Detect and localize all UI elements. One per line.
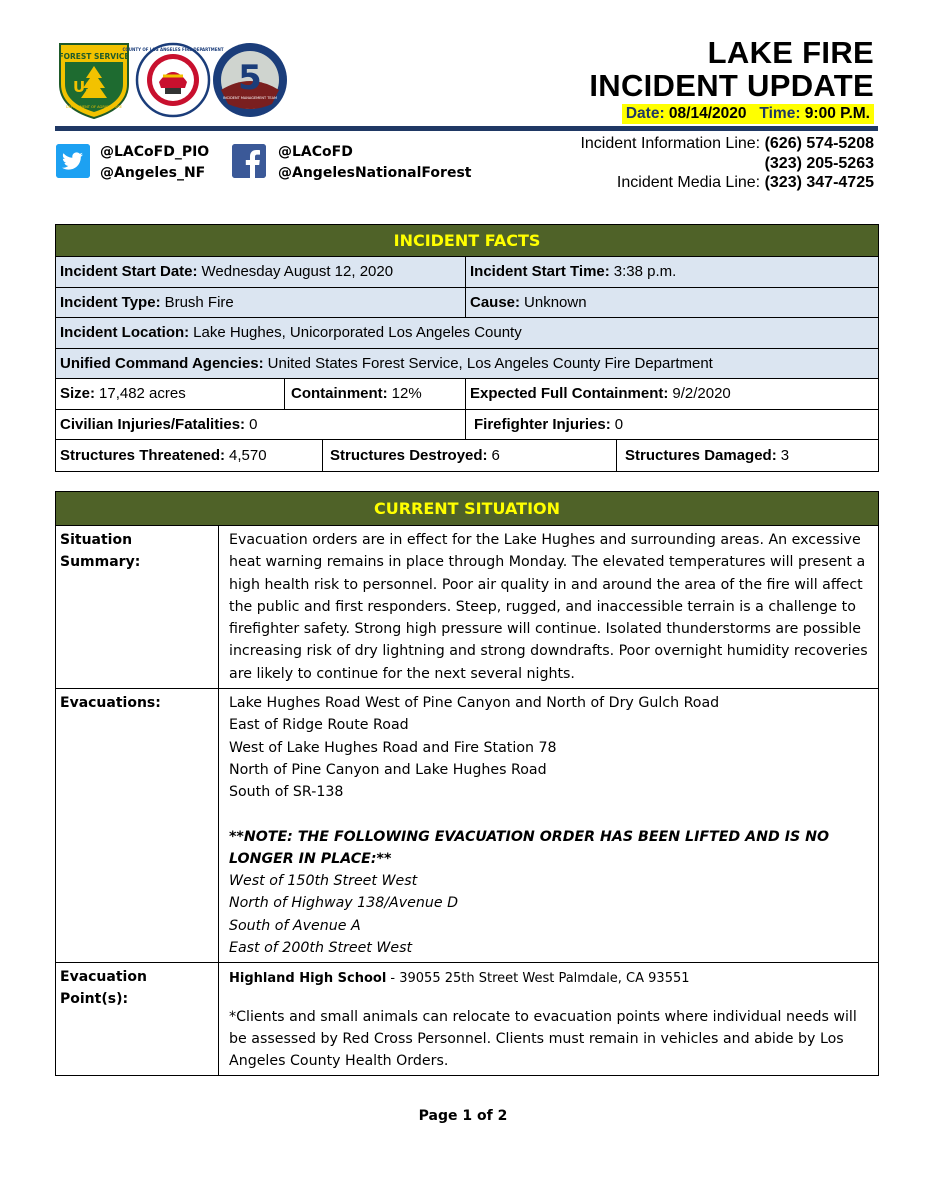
type-cell: [56, 288, 466, 318]
start-time-cell: [466, 257, 878, 287]
media-phone: (323) 347-4725: [764, 174, 874, 191]
evacuations-content: [219, 689, 878, 962]
twitter-icon: [56, 144, 90, 178]
twitter-handle-lacofd[interactable]: @LACoFD_PIO: [100, 144, 210, 160]
lifted-item: South of Avenue A: [229, 917, 361, 934]
title-block: [589, 36, 874, 124]
lifted-item: West of 150th Street West: [229, 873, 418, 890]
lacofd-seal-logo: [122, 42, 224, 118]
svg-text:US: US: [73, 78, 96, 96]
civilian-injuries-cell: [56, 410, 466, 440]
structures-destroyed-value: 6: [491, 446, 500, 464]
start-date-cell: [56, 257, 466, 287]
containment-cell: [285, 379, 466, 409]
incident-facts-table: [55, 224, 879, 472]
containment-label: Containment:: [291, 385, 388, 403]
facts-row-agencies: [56, 349, 878, 380]
location-label: Incident Location:: [60, 324, 190, 342]
location-cell: [56, 318, 878, 348]
page-subtitle: INCIDENT UPDATE: [589, 68, 874, 103]
type-label: Incident Type:: [60, 293, 161, 311]
evacuation-point: [229, 970, 868, 988]
svg-text:FOREST SERVICE: FOREST SERVICE: [58, 52, 130, 61]
evacuation-item: South of SR-138: [229, 784, 344, 801]
structures-threatened-cell: [56, 440, 323, 471]
evacuation-item: East of Ridge Route Road: [229, 717, 409, 734]
structures-damaged-value: 3: [780, 446, 790, 464]
current-situation-table: [55, 491, 879, 1076]
time-value: 9:00 P.M.: [804, 105, 870, 122]
containment-value: 12%: [391, 385, 422, 403]
info-phone-1: (626) 574-5208: [764, 135, 874, 152]
header-divider: [55, 126, 878, 131]
situation-summary-text: Evacuation orders are in effect for the Lake Hughes and surrounding areas. An excessive heat warning remains in place through Monday. The elevated temperatures will present a high health risk to personnel. Poor air quality in and around the area of the fire will affect the public and first responders. Steep, rugged, and inaccessible terrain is a challenge to firefighter safety. Strong high pressure will continue. Isolated thunderstorms are possible increasing risk of dry lightning and strong downdrafts. Poor overnight humidity recoveries are likely to continue for the next several nights.: [229, 532, 868, 682]
evacuations-label: Evacuations:: [56, 689, 219, 962]
incident-facts-heading: INCIDENT FACTS: [56, 225, 878, 257]
facts-row-start: [56, 257, 878, 288]
agencies-value: United States Forest Service, Los Angeles County Fire Department: [267, 354, 713, 372]
twitter-handle-angeles[interactable]: @Angeles_NF: [100, 165, 206, 181]
facts-row-injuries: [56, 410, 878, 441]
situation-summary-label: Situation Summary:: [56, 526, 219, 688]
incident-management-team-5-logo: [212, 42, 288, 118]
media-line: [580, 173, 874, 193]
expected-containment-cell: [466, 379, 878, 409]
lifted-item: East of 200th Street West: [229, 940, 413, 957]
evacuation-points-label: Evacuation Point(s):: [56, 963, 219, 1075]
svg-text:DEPARTMENT OF AGRICULTURE: DEPARTMENT OF AGRICULTURE: [65, 105, 123, 109]
cause-cell: [466, 288, 878, 318]
size-value: 17,482 acres: [99, 385, 186, 403]
type-value: Brush Fire: [164, 293, 234, 311]
svg-text:INCIDENT MANAGEMENT TEAM: INCIDENT MANAGEMENT TEAM: [222, 96, 278, 100]
facebook-handles: [278, 142, 471, 184]
firefighter-injuries-label: Firefighter Injuries:: [474, 415, 611, 433]
facts-row-location: [56, 318, 878, 349]
page-title: LAKE FIRE: [707, 35, 874, 70]
structures-threatened-label: Structures Threatened:: [60, 446, 226, 464]
evacuations-row: [56, 689, 878, 963]
evacuation-points-content: [219, 963, 878, 1075]
start-time-value: 3:38 p.m.: [613, 263, 677, 281]
evacuation-points-row: [56, 963, 878, 1075]
situation-summary-row: [56, 526, 878, 689]
structures-damaged-cell: [617, 440, 878, 471]
media-line-label: Incident Media Line:: [616, 174, 761, 191]
size-label: Size:: [60, 385, 96, 403]
current-situation-heading: CURRENT SITUATION: [56, 492, 878, 526]
expected-containment-label: Expected Full Containment:: [470, 385, 669, 403]
structures-threatened-value: 4,570: [229, 446, 267, 464]
start-date-label: Incident Start Date:: [60, 263, 198, 281]
twitter-handles: [100, 142, 209, 184]
facts-row-size: [56, 379, 878, 410]
facts-row-type: [56, 288, 878, 319]
spacer: [229, 804, 868, 826]
svg-text:COUNTY OF LOS ANGELES FIRE DEP: COUNTY OF LOS ANGELES FIRE DEPARTMENT: [122, 47, 224, 52]
start-date-value: Wednesday August 12, 2020: [201, 263, 394, 281]
structures-damaged-label: Structures Damaged:: [625, 446, 777, 464]
firefighter-injuries-value: 0: [614, 415, 624, 433]
structures-destroyed-label: Structures Destroyed:: [330, 446, 488, 464]
info-line-label: Incident Information Line:: [580, 135, 761, 152]
facebook-icon: [232, 144, 266, 178]
size-cell: [56, 379, 285, 409]
structures-destroyed-cell: [323, 440, 617, 471]
facebook-handle-lacofd[interactable]: @LACoFD: [278, 144, 353, 160]
date-time-badge: [622, 104, 874, 124]
agencies-cell: [56, 349, 878, 379]
evacuation-points-note: *Clients and small animals can relocate to evacuation points where individual needs will be assessed by Red Cross Personnel. Clients must remain in vehicles and abide by Los Angeles County Health Orders.: [229, 1009, 857, 1070]
info-line-2: [580, 154, 874, 174]
evacuation-item: West of Lake Hughes Road and Fire Station 78: [229, 739, 557, 756]
evacuation-item: North of Pine Canyon and Lake Hughes Road: [229, 761, 547, 778]
lifted-order-note: **NOTE: THE FOLLOWING EVACUATION ORDER HAS BEEN LIFTED AND IS NO LONGER IN PLACE:**: [229, 828, 830, 867]
info-phone-2: (323) 205-5263: [764, 154, 874, 172]
facebook-handle-angeles[interactable]: @AngelesNationalForest: [278, 165, 472, 181]
start-time-label: Incident Start Time:: [470, 263, 610, 281]
firefighter-injuries-cell: [466, 410, 878, 440]
time-label: Time:: [759, 105, 801, 122]
info-line: [580, 134, 874, 154]
contact-block: [580, 134, 874, 193]
agencies-label: Unified Command Agencies:: [60, 354, 264, 372]
civilian-injuries-label: Civilian Injuries/Fatalities:: [60, 415, 246, 433]
evacuation-point-name: Highland High School: [229, 971, 387, 987]
date-label: Date:: [625, 105, 665, 122]
civilian-injuries-value: 0: [249, 415, 258, 433]
expected-containment-value: 9/2/2020: [672, 385, 731, 403]
date-value: 08/14/2020: [668, 105, 747, 122]
location-value: Lake Hughes, Unicorporated Los Angeles County: [193, 324, 522, 342]
cause-value: Unknown: [524, 293, 587, 311]
evacuation-item: Lake Hughes Road West of Pine Canyon and North of Dry Gulch Road: [229, 695, 720, 712]
cause-label: Cause:: [470, 293, 521, 311]
evacuation-point-address: - 39055 25th Street West Palmdale, CA 93551: [386, 971, 690, 987]
facts-row-structures: [56, 440, 878, 471]
svg-text:5: 5: [238, 58, 262, 98]
lifted-item: North of Highway 138/Avenue D: [229, 895, 459, 912]
page-number: Page 1 of 2: [418, 1108, 508, 1124]
usfs-shield-logo: [56, 40, 132, 120]
